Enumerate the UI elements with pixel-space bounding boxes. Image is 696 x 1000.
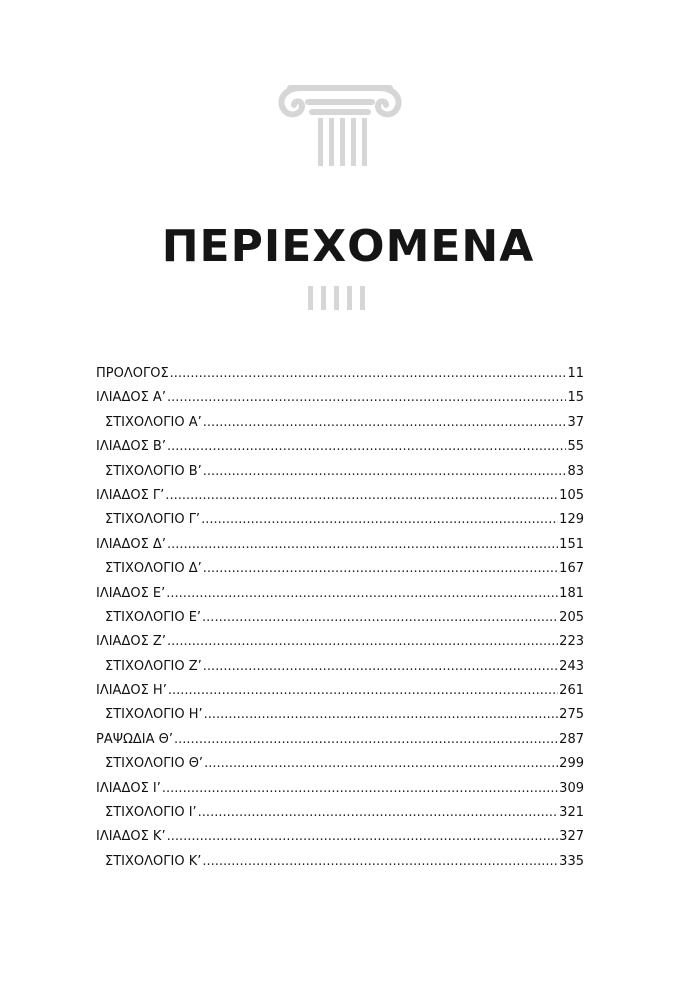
dot-leader (198, 801, 559, 825)
dot-leader (202, 606, 558, 630)
dot-leader (203, 411, 567, 435)
dot-leader (167, 825, 559, 849)
toc-entry (96, 582, 584, 606)
toc-entry (96, 679, 584, 703)
toc-page-number: 83 (567, 463, 584, 479)
toc-subentry (96, 411, 584, 435)
toc-entry-label: ΙΛΙΑΔΟΣ Ε’ (96, 585, 166, 601)
toc-subentry (96, 801, 584, 825)
dot-leader (174, 728, 558, 752)
toc-page-number: 223 (559, 634, 584, 650)
toc-entry (96, 728, 584, 752)
toc-page-number: 129 (559, 512, 584, 528)
toc-entry-label: ΣΤΙΧΟΛΟΓΙΟ Δ’ (105, 561, 202, 577)
toc-entry-label: ΙΛΙΑΔΟΣ Β’ (96, 439, 166, 455)
toc-entry (96, 386, 584, 410)
column-fluting-icon (302, 286, 376, 310)
dot-leader (203, 460, 567, 484)
toc-page-number: 309 (559, 780, 584, 796)
dot-leader (166, 582, 558, 606)
dot-leader (167, 435, 566, 459)
toc-entry (96, 484, 584, 508)
toc-page-number: 299 (559, 756, 584, 772)
toc-entry-label: ΣΤΙΧΟΛΟΓΙΟ Ε’ (105, 609, 202, 625)
dot-leader (162, 777, 558, 801)
toc-entry-label: ΠΡΟΛΟΓΟΣ (96, 366, 169, 381)
toc-entry-label: ΙΛΙΑΔΟΣ Ι’ (96, 780, 161, 796)
toc-page-number: 167 (559, 561, 584, 577)
toc-entry (96, 825, 584, 849)
toc-entry-label: ΣΤΙΧΟΛΟΓΙΟ Θ’ (105, 756, 204, 772)
toc-entry-label: ΙΛΙΑΔΟΣ Α’ (96, 390, 166, 406)
toc-page-number: 151 (559, 536, 584, 552)
toc-entry-label: ΣΤΙΧΟΛΟΓΙΟ Γ’ (105, 512, 201, 528)
toc-subentry (96, 508, 584, 532)
toc-page-number: 275 (559, 707, 584, 723)
toc-entry (96, 533, 584, 557)
toc-page-number: 287 (559, 731, 584, 747)
page-title: ΠΕΡΙΕΧΟΜΕΝΑ (161, 221, 535, 272)
table-of-contents (96, 362, 584, 874)
toc-entry-label: ΙΛΙΑΔΟΣ Γ’ (96, 487, 165, 503)
toc-entry-label: ΣΤΙΧΟΛΟΓΙΟ Ζ’ (105, 658, 202, 674)
ionic-column-capital-icon (272, 80, 408, 166)
toc-subentry (96, 703, 584, 727)
toc-page-number: 15 (567, 390, 584, 406)
toc-entry-label: ΙΛΙΑΔΟΣ Κ’ (96, 829, 166, 845)
toc-entry-label: ΡΑΨΩΔΙΑ Θ’ (96, 731, 174, 747)
toc-entry (96, 362, 584, 386)
toc-entry-label: ΙΛΙΑΔΟΣ Η’ (96, 683, 167, 699)
toc-entry-label: ΣΤΙΧΟΛΟΓΙΟ Α’ (105, 414, 202, 430)
dot-leader (202, 850, 558, 874)
toc-entry (96, 630, 584, 654)
toc-page-number: 181 (559, 585, 584, 601)
toc-entry-label: ΣΤΙΧΟΛΟΓΙΟ Κ’ (105, 853, 202, 869)
toc-page-number: 335 (559, 853, 584, 869)
dot-leader (167, 533, 558, 557)
toc-entry-label: ΣΤΙΧΟΛΟΓΙΟ Ι’ (105, 805, 197, 821)
toc-page-number: 55 (567, 439, 584, 455)
toc-entry-label: ΙΛΙΑΔΟΣ Ζ’ (96, 634, 166, 650)
dot-leader (204, 752, 558, 776)
dot-leader (203, 655, 558, 679)
toc-subentry (96, 655, 584, 679)
dot-leader (167, 386, 567, 410)
dot-leader (204, 703, 559, 727)
toc-page-number: 243 (559, 658, 584, 674)
dot-leader (201, 508, 558, 532)
toc-page-number: 105 (559, 487, 584, 503)
toc-entry-label: ΣΤΙΧΟΛΟΓΙΟ Η’ (105, 707, 203, 723)
dot-leader (165, 484, 558, 508)
toc-subentry (96, 850, 584, 874)
dot-leader (168, 679, 558, 703)
toc-subentry (96, 606, 584, 630)
toc-entry-label: ΣΤΙΧΟΛΟΓΙΟ Β’ (105, 463, 202, 479)
toc-page-number: 327 (559, 829, 584, 845)
toc-page-number: 11 (567, 366, 584, 381)
toc-page-number: 37 (567, 414, 584, 430)
toc-entry (96, 777, 584, 801)
toc-subentry (96, 752, 584, 776)
toc-subentry (96, 460, 584, 484)
toc-page-number: 205 (559, 609, 584, 625)
toc-page-number: 321 (559, 805, 584, 821)
toc-entry-label: ΙΛΙΑΔΟΣ Δ’ (96, 536, 166, 552)
dot-leader (170, 362, 567, 386)
dot-leader (167, 630, 558, 654)
dot-leader (203, 557, 558, 581)
toc-subentry (96, 557, 584, 581)
toc-page-number: 261 (559, 683, 584, 699)
toc-entry (96, 435, 584, 459)
